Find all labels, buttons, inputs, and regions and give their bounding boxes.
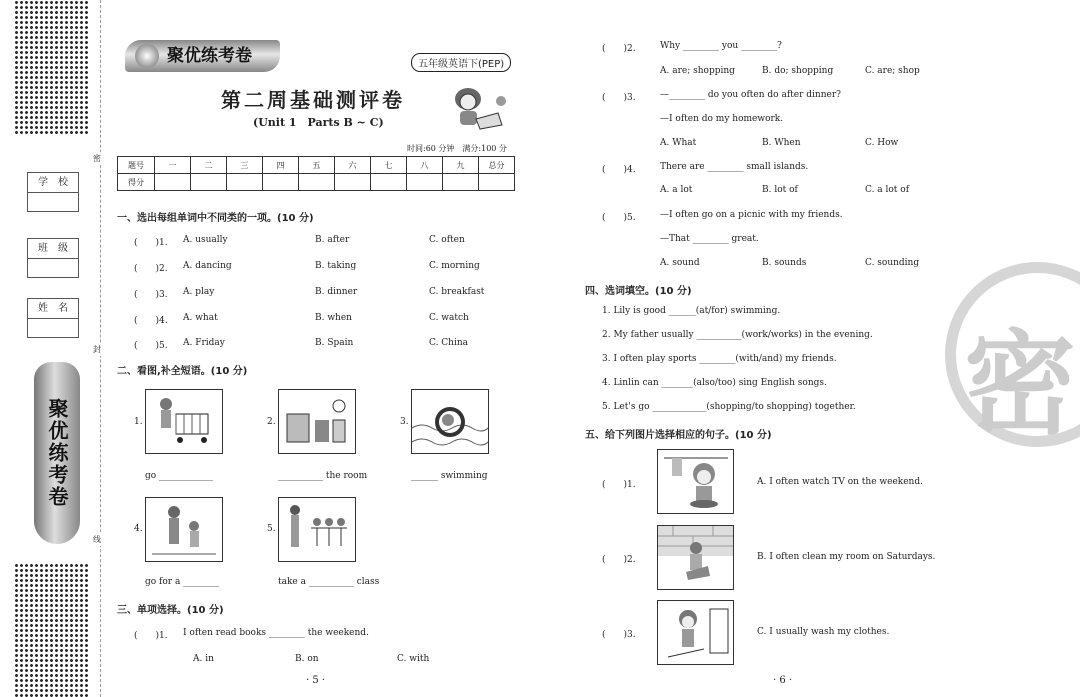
score-cell[interactable] xyxy=(227,174,263,191)
question-number[interactable]: ( )5. xyxy=(602,213,636,223)
score-cell[interactable] xyxy=(407,174,443,191)
picture-number: 4. xyxy=(134,524,143,534)
option-a: A. in xyxy=(193,654,214,664)
brand-logo-icon xyxy=(135,44,159,68)
phrase-3[interactable]: ______ swimming xyxy=(411,471,488,481)
section2-title: 二、看图,补全短语。(10 分) xyxy=(117,366,248,377)
sentence-option: C. I usually wash my clothes. xyxy=(757,627,890,637)
option-c: C. a lot of xyxy=(865,185,910,195)
score-header-cell: 二 xyxy=(191,157,227,174)
question-number[interactable]: ( )3. xyxy=(602,630,636,640)
picture-number: 3. xyxy=(400,417,409,427)
brand-banner xyxy=(125,40,280,72)
option-a: A. dancing xyxy=(183,261,232,271)
dancing-picture xyxy=(278,497,356,562)
score-header-cell: 总分 xyxy=(479,157,515,174)
question-number[interactable]: ( )4. xyxy=(602,165,636,175)
phrase-4[interactable]: go for a ________ xyxy=(145,577,220,587)
question-number[interactable]: ( )2. xyxy=(602,555,636,565)
phrase-2[interactable]: __________ the room xyxy=(278,471,368,481)
fill-item[interactable]: 3. I often play sports ________(with/and) my friends. xyxy=(602,354,837,364)
question-text: There are ________ small islands. xyxy=(660,162,809,172)
dot-pattern-bottom xyxy=(14,563,90,697)
score-header-cell: 一 xyxy=(155,157,191,174)
fill-item[interactable]: 4. Linlin can _______(also/too) sing English songs. xyxy=(602,378,827,388)
score-cell[interactable] xyxy=(155,174,191,191)
question-number[interactable]: ( )3. xyxy=(602,93,636,103)
time-info: 时间:60 分钟 满分:100 分 xyxy=(407,144,507,153)
binding-char-xian: 线 xyxy=(93,535,101,544)
option-a: A. What xyxy=(660,138,697,148)
option-c: C. sounding xyxy=(865,258,920,268)
score-cell[interactable] xyxy=(335,174,371,191)
option-a: A. what xyxy=(183,313,218,323)
side-brand-banner: 聚优练考卷 xyxy=(34,362,80,544)
score-cell[interactable] xyxy=(191,174,227,191)
question-number[interactable]: ( )1. xyxy=(134,631,168,641)
option-b: B. dinner xyxy=(315,287,358,297)
option-b: B. on xyxy=(295,654,319,664)
question-text-reply: —I often do my homework. xyxy=(660,114,784,124)
option-b: B. When xyxy=(762,138,801,148)
option-c: C. How xyxy=(865,138,899,148)
score-header-cell: 五 xyxy=(299,157,335,174)
option-a: A. usually xyxy=(183,235,228,245)
name-field[interactable] xyxy=(27,298,79,338)
stamp-char: 密 xyxy=(964,320,1076,450)
fill-item[interactable]: 2. My father usually __________(work/works) in the evening. xyxy=(602,330,873,340)
option-c: C. morning xyxy=(429,261,480,271)
room-picture xyxy=(278,389,356,454)
option-b: B. lot of xyxy=(762,185,798,195)
question-number[interactable]: ( )3. xyxy=(134,290,168,300)
score-row-label: 得分 xyxy=(118,174,155,191)
picture-number: 2. xyxy=(267,417,276,427)
brand-text: 聚优练考卷 xyxy=(167,46,252,66)
page-number-right: · 6 · xyxy=(773,675,793,686)
picture-number: 5. xyxy=(267,524,276,534)
score-table xyxy=(117,156,515,191)
score-cell[interactable] xyxy=(371,174,407,191)
question-number[interactable]: ( )5. xyxy=(134,341,168,351)
page-subtitle: (Unit 1 Parts B ~ C) xyxy=(253,116,384,129)
confidential-stamp xyxy=(945,262,1080,450)
question-text: I often read books ________ the weekend. xyxy=(183,628,369,638)
question-number[interactable]: ( )2. xyxy=(602,44,636,54)
question-number[interactable]: ( )2. xyxy=(134,264,168,274)
tv-picture xyxy=(657,600,734,665)
question-number[interactable]: ( )4. xyxy=(134,316,168,326)
score-header-cell: 题号 xyxy=(118,157,155,174)
option-a: A. a lot xyxy=(660,185,693,195)
option-a: A. Friday xyxy=(183,338,225,348)
option-b: B. sounds xyxy=(762,258,807,268)
class-label: 班 级 xyxy=(28,239,78,259)
question-text: —I often go on a picnic with my friends. xyxy=(660,210,843,220)
score-cell[interactable] xyxy=(443,174,479,191)
walk-picture xyxy=(145,497,223,562)
binding-char-feng: 封 xyxy=(93,345,101,354)
option-a: A. are; shopping xyxy=(660,66,735,76)
score-cell[interactable] xyxy=(263,174,299,191)
reading-girl-illustration xyxy=(446,85,508,133)
score-header-cell: 六 xyxy=(335,157,371,174)
school-label: 学 校 xyxy=(28,173,78,193)
hanging-clothes-picture xyxy=(657,449,734,514)
question-text-reply: —That ________ great. xyxy=(660,234,759,244)
option-c: C. with xyxy=(397,654,430,664)
score-table-header-row xyxy=(118,157,515,174)
score-header-cell: 四 xyxy=(263,157,299,174)
section3-title: 三、单项选择。(10 分) xyxy=(117,605,224,616)
phrase-1[interactable]: go ____________ xyxy=(145,471,214,481)
question-number[interactable]: ( )1. xyxy=(602,480,636,490)
option-a: A. sound xyxy=(660,258,700,268)
school-field[interactable] xyxy=(27,172,79,212)
swimming-picture xyxy=(411,389,489,454)
dot-pattern-top xyxy=(14,0,90,135)
option-c: C. China xyxy=(429,338,469,348)
name-label: 姓 名 xyxy=(28,299,78,319)
score-header-cell: 三 xyxy=(227,157,263,174)
sentence-option: A. I often watch TV on the weekend. xyxy=(757,477,923,487)
page-title: 第二周基础测评卷 xyxy=(221,88,405,112)
cleaning-picture xyxy=(657,525,734,590)
phrase-5[interactable]: take a __________ class xyxy=(278,577,380,587)
question-text: —________ do you often do after dinner? xyxy=(660,90,841,100)
picture-number: 1. xyxy=(134,417,143,427)
binding-char-mi: 密 xyxy=(93,154,101,163)
option-c: C. breakfast xyxy=(429,287,485,297)
option-b: B. when xyxy=(315,313,352,323)
score-cell[interactable] xyxy=(299,174,335,191)
question-text: Why ________ you ________? xyxy=(660,41,782,51)
class-field[interactable] xyxy=(27,238,79,278)
section4-title: 四、选词填空。(10 分) xyxy=(585,286,692,297)
sentence-option: B. I often clean my room on Saturdays. xyxy=(757,552,936,562)
option-b: B. after xyxy=(315,235,350,245)
grade-badge: 五年级英语下(PEP) xyxy=(411,53,511,72)
option-a: A. play xyxy=(183,287,215,297)
option-c: C. watch xyxy=(429,313,469,323)
option-c: C. often xyxy=(429,235,465,245)
fill-item[interactable]: 5. Let's go ____________(shopping/to shopping) together. xyxy=(602,402,856,412)
page-number-left: · 5 · xyxy=(306,675,326,686)
score-header-cell: 八 xyxy=(407,157,443,174)
section1-title: 一、选出每组单词中不同类的一项。(10 分) xyxy=(117,213,314,224)
score-cell[interactable] xyxy=(479,174,515,191)
score-header-cell: 九 xyxy=(443,157,479,174)
shopping-cart-picture xyxy=(145,389,223,454)
option-b: B. taking xyxy=(315,261,357,271)
question-number[interactable]: ( )1. xyxy=(134,238,168,248)
fill-item[interactable]: 1. Lily is good ______(at/for) swimming. xyxy=(602,306,781,316)
section5-title: 五、给下列图片选择相应的句子。(10 分) xyxy=(585,430,772,441)
option-b: B. Spain xyxy=(315,338,354,348)
score-table-score-row xyxy=(118,174,515,191)
option-c: C. are; shop xyxy=(865,66,920,76)
score-header-cell: 七 xyxy=(371,157,407,174)
option-b: B. do; shopping xyxy=(762,66,834,76)
